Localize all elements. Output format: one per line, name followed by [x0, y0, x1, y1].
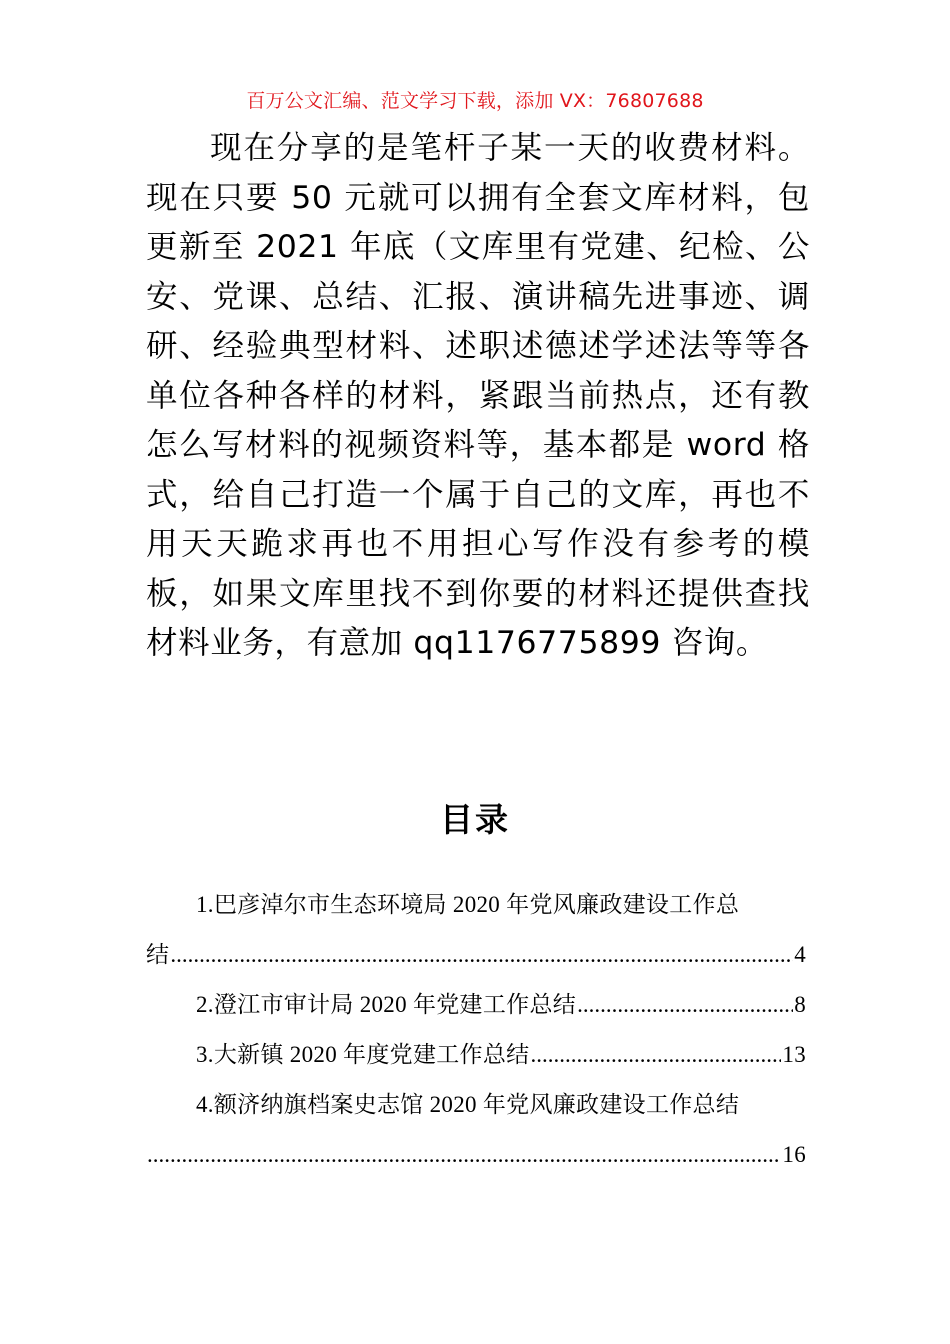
- toc-entry-page: 8: [794, 992, 806, 1017]
- toc-entry-title: 3.大新镇 2020 年度党建工作总结: [196, 1042, 530, 1067]
- toc-title: 目录: [440, 800, 510, 839]
- toc-leader-dots: [577, 980, 793, 1030]
- toc-leader-dots: [170, 930, 793, 980]
- toc-entry-1-line-2[interactable]: [146, 930, 806, 980]
- table-of-contents: [146, 880, 806, 1180]
- toc-entry-2[interactable]: [146, 980, 806, 1030]
- toc-entry-page: 13: [782, 1042, 806, 1067]
- header-ad-note: 百万公文汇编、范文学习下载，添加 VX：76807688: [246, 90, 704, 112]
- toc-leader-dots: [530, 1030, 781, 1080]
- toc-entry-page: 16: [782, 1142, 806, 1167]
- toc-entry-page: 4: [794, 942, 806, 967]
- toc-entry-title-continued: 结: [146, 942, 170, 967]
- toc-entry-3[interactable]: [146, 1030, 806, 1080]
- toc-entry-title: 4.额济纳旗档案史志馆 2020 年党风廉政建设工作总结: [196, 1092, 740, 1117]
- toc-entry-1-line-1[interactable]: [146, 880, 806, 930]
- toc-entry-title: 2.澄江市审计局 2020 年党建工作总结: [196, 992, 577, 1017]
- toc-leader-dots: [147, 1130, 781, 1180]
- toc-entry-4-line-1[interactable]: [146, 1080, 806, 1130]
- toc-entry-4-line-2[interactable]: [146, 1130, 806, 1180]
- intro-paragraph: 现在分享的是笔杆子某一天的收费材料。现在只要 50 元就可以拥有全套文库材料，包更新至 2021 年底（文库里有党建、纪检、公安、党课、总结、汇报、演讲稿先进事迹、调研、经验典型材料、述职述德述学述法等等各单位各种各样的材料，紧跟当前热点，还有教怎么写材料的视频资料等，基本都是 word 格式，给自己打造一个属于自己的文库，再也不用天天跪求再也不用担心写作没有参考的模板，如果文库里找不到你要的材料还提供查找材料业务，有意加 qq1176775899 咨询。: [146, 130, 810, 661]
- toc-entry-title: 1.巴彦淖尔市生态环境局 2020 年党风廉政建设工作总: [196, 892, 740, 917]
